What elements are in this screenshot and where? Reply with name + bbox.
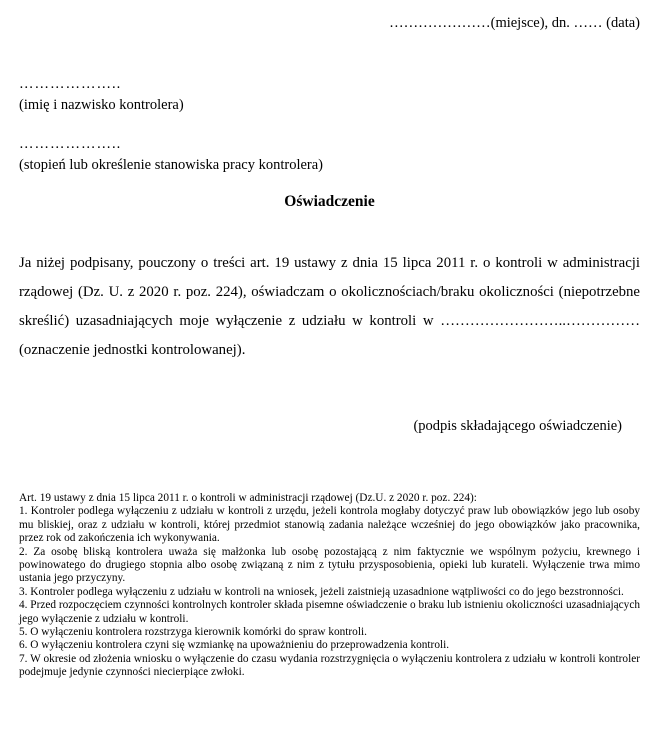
footnote-item-1: 1. Kontroler podlega wyłączeniu z udziału w kontroli z urzędu, jeżeli kontrola mogłaby dotyczyć praw lub obowiązków jego lub osoby mu bliskiej, oraz z udziału w kontroli, której przedmiot stanowią zadania należące wcześniej do jego obowiązków jako pracownika, przez rok od zakończenia ich wykonywania. [19,505,640,545]
declaration-paragraph: Ja niżej podpisany, pouczony o treści art. 19 ustawy z dnia 15 lipca 2011 r. o kontroli w administracji rządowej (Dz. U. z 2020 r. poz. 224), oświadczam o okolicznościach/braku okoliczności (niepotrzebne skreślić) uzasadniających moje wyłączenie z udziału w kontroli w ……………………..…………… (oznaczenie jednostki kontrolowanej). [19,255,640,358]
signature-label: (podpis składającego oświadczenie) [413,418,622,434]
document-title: Oświadczenie [284,193,375,210]
footnote-item-3: 3. Kontroler podlega wyłączeniu z udziału w kontroli na wniosek, jeżeli zaistnieją uzasadnione wątpliwości co do jego bezstronności. [19,585,624,598]
footnote-item-5: 5. O wyłączeniu kontrolera rozstrzyga kierownik komórki do spraw kontroli. [19,626,367,639]
controller-name-label: (imię i nazwisko kontrolera) [19,97,184,113]
controller-position-label: (stopień lub określenie stanowiska pracy kontrolera) [19,157,324,173]
controller-name-fill-line: ……………….. [19,76,122,92]
controller-name-block [19,74,640,116]
place-date-line: …………………(miejsce), dn. …… (data) [389,15,640,31]
controller-position-fill-line: ……………….. [19,136,122,152]
footnote-heading: Art. 19 ustawy z dnia 15 lipca 2011 r. o kontroli w administracji rządowej (Dz.U. z 2020 r. poz. 224): [19,492,477,504]
footnote-item-2: 2. Za osobę bliską kontrolera uważa się małżonka lub osobę pozostającą z nim faktycznie we wspólnym pożyciu, krewnego i powinowatego do drugiego stopnia albo osobę związaną z nim z tytułu przysposobienia, opieki lub kurateli. Wyłączenie trwa mimo ustania jego przyczyny. [19,545,640,585]
footnote-item-6: 6. O wyłączeniu kontrolera czyni się wzmiankę na upoważnieniu do przeprowadzenia kontroli. [19,639,450,652]
footnote-section [19,492,640,680]
footnote-item-4: 4. Przed rozpoczęciem czynności kontrolnych kontroler składa pisemne oświadczenie o braku lub istnieniu okoliczności uzasadniających jego wyłączenie z udziału w kontroli. [19,599,640,625]
controller-position-block [19,134,640,176]
footnote-item-7: 7. W okresie od złożenia wniosku o wyłączenie do czasu wydania rozstrzygnięcia o wyłączeniu kontrolera z udziału w kontroli kontroler podejmuje jedynie czynności niecierpiące zwłoki. [19,652,640,679]
